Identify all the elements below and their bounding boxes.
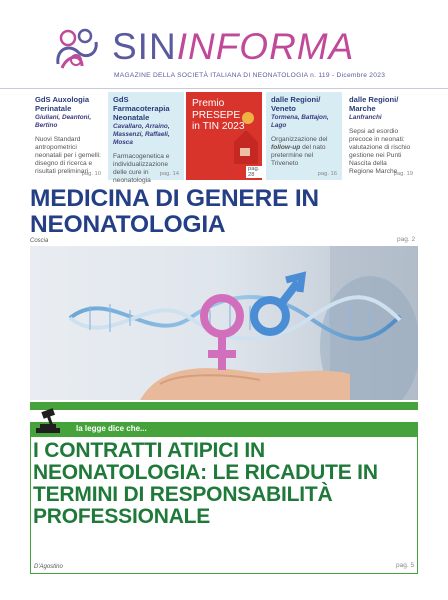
teaser-text: Farmacogenetica e individualizzazione delle cure in neonatologia xyxy=(113,153,170,184)
legal-section-label: la legge dice che... xyxy=(76,424,147,433)
teaser-text: Sepsi ad esordio precoce in neonati: valutazione di rischio gestione nei Punti Nascita della Regione Marche xyxy=(349,128,411,175)
gavel-icon xyxy=(36,408,64,434)
teaser-page: pag. 16 xyxy=(317,171,337,177)
teaser-authors: Lanfranchi xyxy=(349,114,382,121)
teaser-title: GdS Farmacoterapia Neonatale xyxy=(113,95,170,122)
legal-page: pag. 5 xyxy=(396,562,415,569)
teaser-authors: Giuliani, Deantoni, Bertino xyxy=(35,114,92,129)
magazine-subtitle: MAGAZINE DELLA SOCIETÀ ITALIANA DI NEONATOLOGIA n. 119 - Dicembre 2023 xyxy=(114,72,386,79)
legal-headline[interactable]: I CONTRATTI ATIPICI IN NEONATOLOGIA: LE RICADUTE IN TERMINI DI RESPONSABILITÀ PROFESSIONALE xyxy=(33,439,378,528)
teaser-title: GdS Auxologia Perinatale xyxy=(35,95,90,113)
teaser-title: dalle Regioni/ Marche xyxy=(349,95,399,113)
teaser-page: pag. 10 xyxy=(81,171,101,177)
teaser-premio-presepe[interactable] xyxy=(186,92,262,180)
teaser-page: pag. 19 xyxy=(393,171,413,177)
cover-story-author: Coscia xyxy=(30,238,49,244)
teaser-authors: Cavallaro, Arraino, Massenzi, Raffaeli, Mosca xyxy=(113,123,170,146)
teaser-text: Nuovi Standard antropometrici neonatali per i gemelli: disegno di ricerca e risultati preliminari xyxy=(35,136,101,175)
teaser-veneto[interactable] xyxy=(266,92,342,180)
divider xyxy=(0,88,448,89)
magazine-title: SININFORMA xyxy=(112,26,355,67)
teaser-title: dalle Regioni/ Veneto xyxy=(271,95,321,113)
teaser-marche[interactable] xyxy=(344,92,418,180)
cover-story-headline[interactable]: MEDICINA DI GENERE IN NEONATOLOGIA xyxy=(30,185,319,238)
promo-title: Premio PRESEPE in TIN 2023 xyxy=(192,98,245,132)
teaser-auxologia[interactable] xyxy=(30,92,106,180)
gender-medicine-photo xyxy=(30,246,418,400)
teaser-farmacoterapia[interactable] xyxy=(108,92,184,184)
cover-story-page: pag. 2 xyxy=(397,236,416,243)
family-logo-icon xyxy=(52,24,104,76)
teaser-authors: Tormena, Battajon, Lago xyxy=(271,114,329,129)
nativity-illustration-icon xyxy=(226,106,260,166)
teaser-page: pag. 28 xyxy=(246,166,262,178)
teaser-text: Organizzazione del follow-up del nato pretermine nel Triveneto xyxy=(271,136,328,167)
legal-author: D'Agostino xyxy=(34,564,63,570)
teaser-page: pag. 14 xyxy=(159,171,179,177)
legal-top-bar xyxy=(30,402,418,410)
